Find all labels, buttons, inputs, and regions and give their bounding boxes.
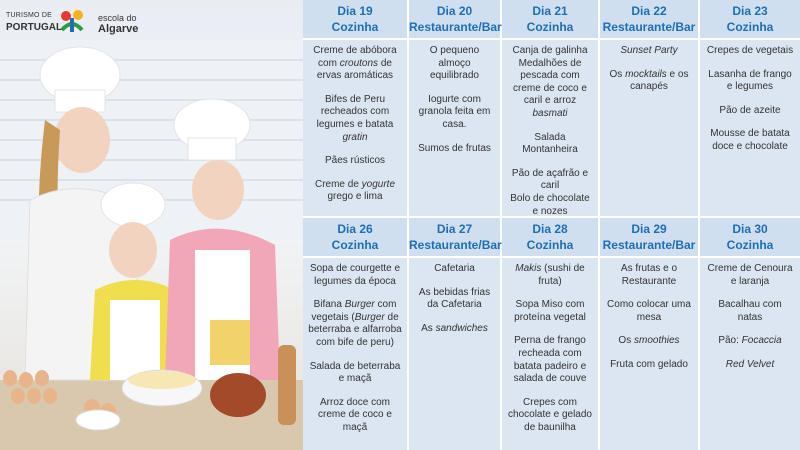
menu-cell bbox=[303, 40, 407, 216]
day-label: Dia 26 bbox=[337, 222, 373, 236]
menu-cell bbox=[700, 40, 800, 216]
venue-label: Cozinha bbox=[526, 20, 574, 34]
menu-item: Lasanha de frango e legumes bbox=[708, 68, 792, 93]
menu-item: Creme de yogurte grego e lima bbox=[314, 178, 396, 203]
menu-item: As frutas e o Restaurante bbox=[620, 263, 678, 287]
menu-cell bbox=[303, 258, 407, 450]
day-label: Dia 28 bbox=[532, 222, 568, 236]
day-header bbox=[700, 0, 800, 38]
menu-cell bbox=[700, 258, 800, 450]
menu-schedule-grid bbox=[303, 0, 800, 450]
menu-item: Cafetaria bbox=[434, 263, 475, 274]
menu-item: Os smoothies bbox=[618, 335, 680, 347]
menu-item: Sumos de frutas bbox=[418, 142, 491, 154]
menu-item: Bifes de Peru recheados com legumes e batata gratin bbox=[316, 93, 394, 143]
menu-item: Bacalhau com natas bbox=[718, 299, 782, 323]
day-header bbox=[502, 218, 598, 256]
day-label: Dia 30 bbox=[732, 222, 768, 236]
menu-item: Pão de açafrão e caril Bolo de chocolate e nozes bbox=[510, 167, 590, 217]
menu-cell bbox=[409, 40, 500, 216]
venue-label: Restaurante/Bar bbox=[602, 238, 696, 252]
menu-item: Perna de frango recheada com batata padeiro e salada de couve bbox=[513, 335, 587, 385]
logo-brand-line1: TURISMO DE bbox=[6, 12, 52, 19]
menu-item: Red Velvet bbox=[725, 358, 775, 370]
menu-item: Canja de galinha Medalhões de pescada com creme de coco e caril e arroz basmati bbox=[512, 45, 588, 119]
logo-school-line1: escola do bbox=[98, 13, 137, 23]
menu-item: Salada Montanheira bbox=[522, 131, 578, 156]
day-label: Dia 20 bbox=[436, 4, 473, 18]
menu-item: Creme de abóbora com croutons de ervas aromáticas bbox=[313, 45, 397, 82]
kids-cooking-photo bbox=[0, 0, 303, 450]
menu-item: Iogurte com granola feita em casa. bbox=[418, 93, 491, 130]
logo-school-line2: Algarve bbox=[98, 23, 139, 35]
day-header bbox=[409, 0, 500, 38]
menu-item: Makis (sushi de fruta) bbox=[515, 263, 585, 287]
menu-item: Pão de azeite bbox=[719, 104, 781, 116]
day-header bbox=[600, 0, 698, 38]
menu-item: O pequeno almoço equilibrado bbox=[429, 45, 480, 82]
day-label: Dia 21 bbox=[532, 4, 568, 18]
venue-label: Restaurante/Bar bbox=[602, 20, 696, 34]
day-label: Dia 27 bbox=[436, 222, 473, 236]
day-header bbox=[600, 218, 698, 256]
menu-item: Salada de beterraba e maçã bbox=[309, 360, 401, 385]
kitchen-scene-illustration bbox=[0, 0, 303, 450]
venue-label: Cozinha bbox=[526, 238, 574, 252]
day-header bbox=[502, 0, 598, 38]
day-header bbox=[303, 218, 407, 256]
menu-item: Como colocar uma mesa bbox=[607, 299, 691, 323]
portugal-logo-icon bbox=[58, 8, 86, 36]
menu-cell bbox=[502, 40, 598, 216]
menu-item: As bebidas frias da Cafetaria bbox=[418, 286, 491, 311]
venue-label: Cozinha bbox=[331, 238, 379, 252]
venue-label: Cozinha bbox=[331, 20, 379, 34]
menu-item: Os mocktails e os canapés bbox=[609, 68, 689, 93]
menu-item: Sunset Party bbox=[620, 45, 678, 56]
day-label: Dia 22 bbox=[631, 4, 667, 18]
menu-item: Bifana Burger com vegetais (Burger de beterraba e alfarroba com bife de peru) bbox=[308, 299, 402, 348]
menu-cell bbox=[409, 258, 500, 450]
menu-item: Fruta com gelado bbox=[610, 358, 688, 370]
day-header bbox=[409, 218, 500, 256]
menu-cell bbox=[502, 258, 598, 450]
day-header bbox=[700, 218, 800, 256]
day-label: Dia 23 bbox=[732, 4, 768, 18]
venue-label: Restaurante/Bar bbox=[409, 20, 502, 34]
venue-label: Restaurante/Bar bbox=[409, 238, 502, 252]
day-label: Dia 19 bbox=[337, 4, 373, 18]
menu-item: As sandwiches bbox=[421, 322, 488, 334]
menu-item: Crepes de vegetais bbox=[706, 45, 794, 56]
venue-label: Cozinha bbox=[726, 20, 774, 34]
menu-item: Pão: Focaccia bbox=[718, 335, 782, 347]
day-label: Dia 29 bbox=[631, 222, 667, 236]
day-header bbox=[303, 0, 407, 38]
menu-item: Creme de Cenoura e laranja bbox=[707, 263, 793, 287]
menu-item: Pães rústicos bbox=[324, 155, 386, 167]
menu-item: Arroz doce com creme de coco e maçã bbox=[318, 396, 392, 433]
menu-item: Sopa de courgette e legumes da época bbox=[309, 263, 401, 287]
logo-brand-line2: PORTUGAL bbox=[6, 22, 63, 33]
menu-cell bbox=[600, 258, 698, 450]
menu-item: Crepes com chocolate e gelado de baunilha bbox=[508, 396, 592, 433]
turismo-de-portugal-logo bbox=[0, 0, 303, 42]
menu-item: Mousse de batata doce e chocolate bbox=[710, 128, 790, 152]
menu-item: Sopa Miso com proteína vegetal bbox=[514, 299, 586, 323]
menu-cell bbox=[600, 40, 698, 216]
venue-label: Cozinha bbox=[726, 238, 774, 252]
